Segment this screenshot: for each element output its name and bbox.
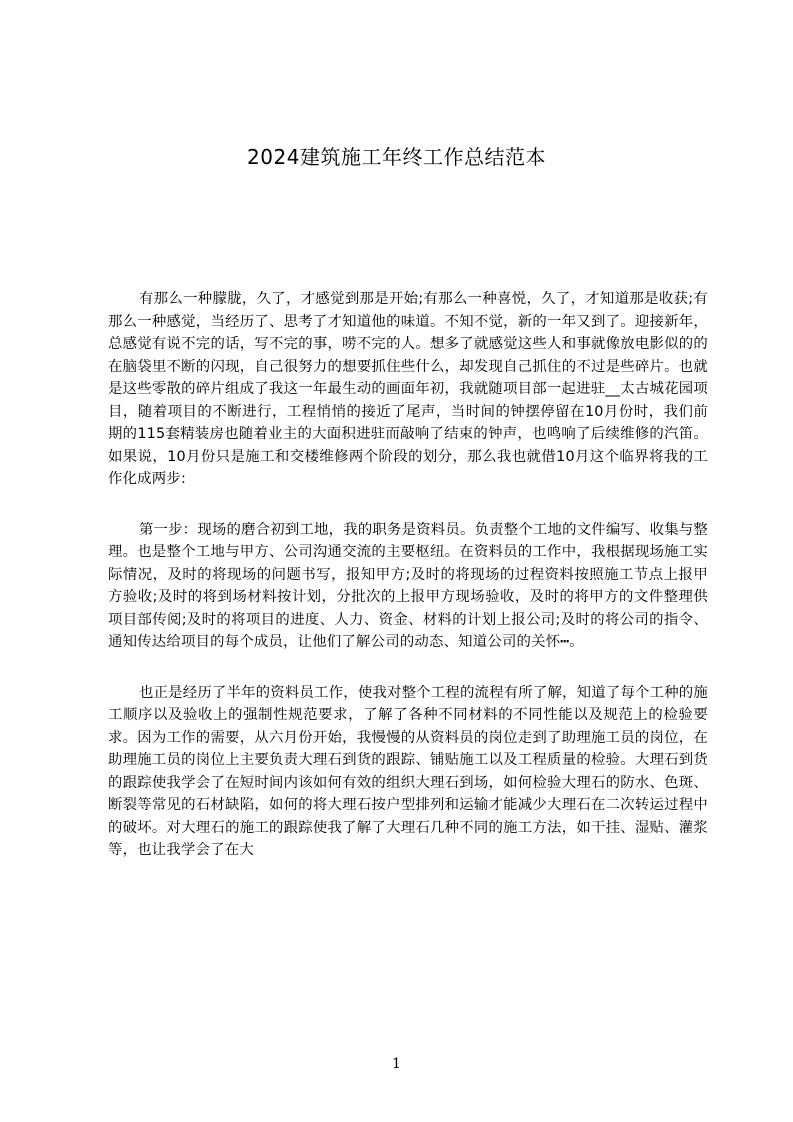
document-title: 2024建筑施工年终工作总结范本: [247, 145, 546, 169]
document-body: [108, 288, 708, 890]
paragraph-intro: 有那么一种朦胧，久了，才感觉到那是开始;有那么一种喜悦，久了，才知道那是收获;有那么一种感觉，当经历了、思考了才知道他的味道。不知不觉，新的一年又到了。迎接新年，总感觉有说不完的话，写不完的事，唠不完的人。想多了就感觉这些人和事就像放电影似的的在脑袋里不断的闪现，自己很努力的想要抓住些什么，却发现自己抓住的不过是些碎片。也就是这些零散的碎片组成了我这一年最生动的画面年初，我就随项目部一起进驻__太古城花园项目，随着项目的不断进行，工程悄悄的接近了尾声，当时间的钟摆停留在10月份时，我们前期的115套精装房也随着业主的大面积进驻而敲响了结束的钟声，也鸣响了后续维修的汽笛。如果说，10月份只是施工和交楼维修两个阶段的划分，那么我也就借10月这个临界将我的工作化成两步:: [108, 291, 708, 487]
paragraph-assistant-role: 也正是经历了半年的资料员工作，使我对整个工程的流程有所了解，知道了每个工种的施工顺序以及验收上的强制性规范要求，了解了各种不同材料的不同性能以及规范上的检验要求。因为工作的需要，从六月份开始，我慢慢的从资料员的岗位走到了助理施工员的岗位，在助理施工员的岗位上主要负责大理石到货的跟踪、铺贴施工以及工程质量的检验。大理石到货的跟踪使我学会了在短时间内该如何有效的组织大理石到场，如何检验大理石的防水、色斑、断裂等常见的石材缺陷，如何的将大理石按户型排列和运输才能减少大理石在二次转运过程中的破坏。对大理石的施工的跟踪使我了解了大理石几种不同的施工方法，如干挂、湿贴、灌浆等，也让我学会了在大: [108, 684, 708, 858]
paragraph-step-one: 第一步：现场的磨合初到工地，我的职务是资料员。负责整个工地的文件编写、收集与整理。也是整个工地与甲方、公司沟通交流的主要枢纽。在资料员的工作中，我根据现场施工实际情况，及时的将现场的问题书写，报知甲方;及时的将现场的过程资料按照施工节点上报甲方验收;及时的将到场材料按计划，分批次的上报甲方现场验收，及时的将甲方的文件整理供项目部传阅;及时的将项目的进度、人力、资金、材料的计划上报公司;及时的将公司的指令、通知传达给项目的每个成员，让他们了解公司的动态、知道公司的关怀┅。: [108, 521, 708, 650]
page-number: 1: [392, 1056, 401, 1072]
